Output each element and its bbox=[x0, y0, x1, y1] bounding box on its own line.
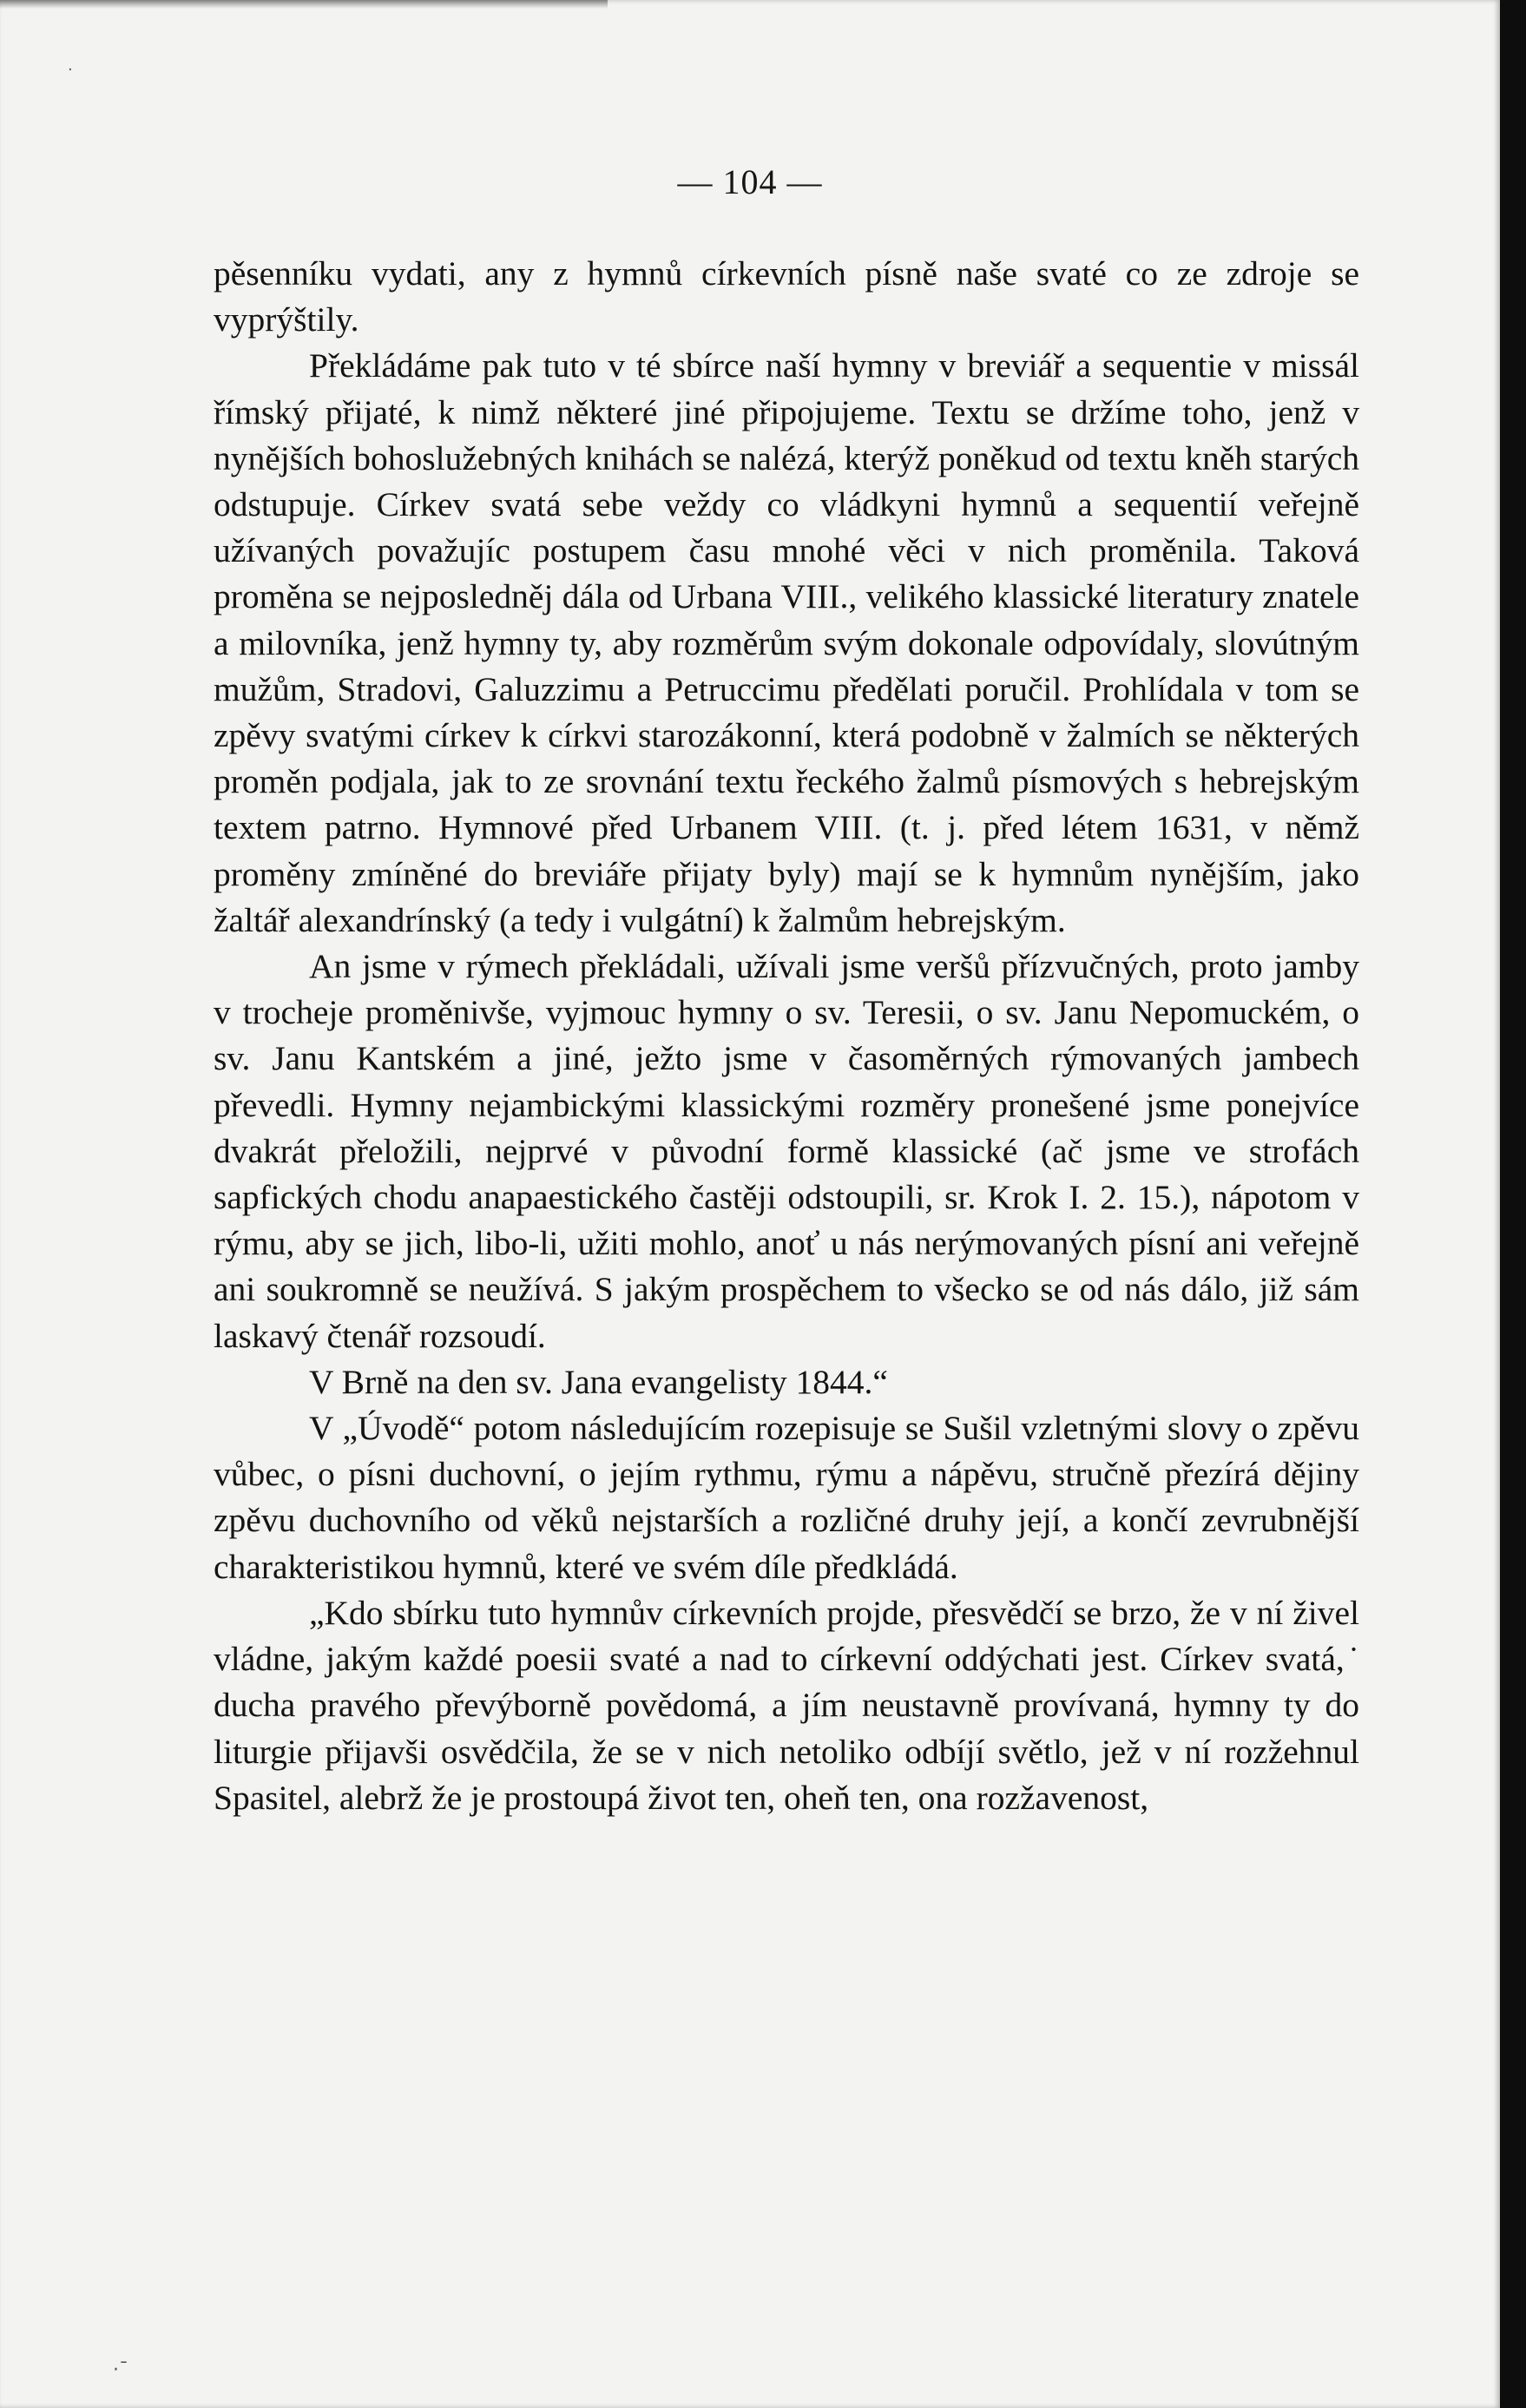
scan-speck-bottom: ·ˉ bbox=[113, 2359, 128, 2381]
paragraph-3: An jsme v rýmech překládali, užívali jsme veršů přízvučných, proto jamby v trocheje proměnivše, vyjmouc hymny o sv. Teresii, o sv. Janu Nepomuckém, o sv. Janu Kantském a jiné, ježto jsme v časoměrných rýmovaných jambech převedli. Hymny nejambickými klassickými rozměry pronešené jsme ponejvíce dvakrát přeložili, nejprvé v původní formě klassické (ač jsme ve strofách sapfických chodu anapaestického častěji odstoupili, sr. Krok I. 2. 15.), nápotom v rýmu, aby se jich, libo-li, užiti mohlo, anoť u nás nerýmovaných písní ani veřejně ani soukromně se neužívá. S jakým prospěchem to všecko se od nás dálo, již sám laskavý čtenář rozsoudí. bbox=[214, 947, 1359, 1355]
scan-speck: · bbox=[68, 61, 73, 79]
page-number: — 104 — bbox=[677, 162, 823, 201]
paragraph-1: pěsenníku vydati, any z hymnů církevních písně naše svaté co ze zdroje se vyprýštily. bbox=[214, 254, 1359, 339]
paragraph-5: V „Úvodě“ potom následujícím rozepisuje se Sušil vzletnými slovy o zpěvu vůbec, o písni duchovní, o jejím rythmu, rýmu a nápěvu, stručně přezírá dějiny zpěvu duchovního od věků nejstarších a rozličné druhy její, a končí zevrubnější charakteristikou hymnů, které ve svém díle předkládá. bbox=[214, 1409, 1359, 1586]
paragraph-6: „Kdo sbírku tuto hymnův církevních projde, přesvědčí se brzo, že v ní živel vládne, jakým každé poesii svaté a nad to církevní oddýchati jest. Církev svatá,˙ ducha pravého převýborně povědomá, a jím neustavně provívaná, hymny ty do liturgie přijavši osvědčila, že se v nich netoliko odbíjí světlo, jež v ní rozžehnul Spasitel, alebrž že je prostoupá život ten, oheň ten, ona rozžavenost, bbox=[214, 1593, 1359, 1817]
paragraph-2: Překládáme pak tuto v té sbírce naší hymny v breviář a sequentie v missál římský přijaté, k nimž některé jiné připojujeme. Textu se držíme toho, jenž v nynějších bohoslužebných knihách se nalézá, kterýž poněkud od textu kněh starých odstupuje. Církev svatá sebe veždy co vládkyni hymnů a sequentií veřejně užívaných považujíc postupem času mnohé věci v nich proměnila. Taková proměna se nejposledněj dála od Urbana VIII., velikého klassické literatury znatele a milovníka, jenž hymny ty, aby rozměrům svým dokonale odpovídaly, slovútným mužům, Stradovi, Galuzzimu a Petruccimu předělati poručil. Prohlídala v tom se zpěvy svatými církev k církvi starozákonní, která podobně v žalmích se některých proměn podjala, jak to ze srovnání textu řeckého žalmů písmových s hebrejským textem patrno. Hymnové před Urbanem VIII. (t. j. před létem 1631, v němž proměny zmíněné do breviáře přijaty byly) mají se k hymnům nynějším, jako žaltář alexandrínský (a tedy i vulgátní) k žalmům hebrejským. bbox=[214, 346, 1359, 939]
page-top-edge-shadow bbox=[0, 0, 608, 9]
body-text bbox=[214, 251, 1359, 1821]
paragraph-4-signature-line: V Brně na den sv. Jana evangelisty 1844.“ bbox=[309, 1362, 888, 1401]
